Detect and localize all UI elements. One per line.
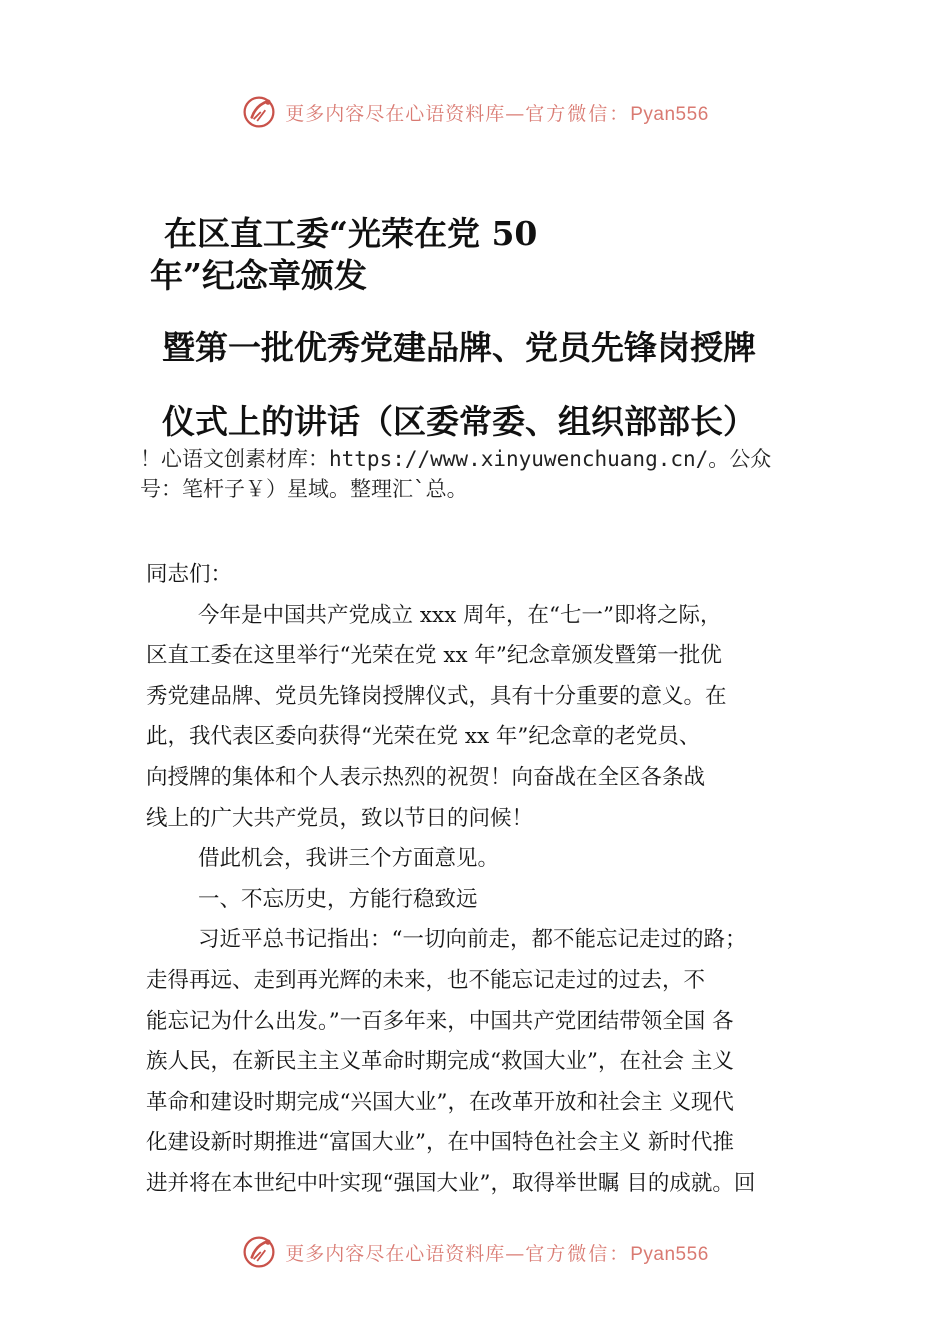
watermark-wechat-id: Pyan556 (630, 103, 709, 125)
section-heading: 一、不忘历史，方能行稳致远 (198, 886, 478, 912)
body-line: 线上的广大共产党员，致以节日的问候！ (146, 805, 534, 831)
body-line: 区直工委在这里举行“光荣在党 xx 年”纪念章颁发暨第一批优 (146, 643, 722, 669)
watermark-brand: 更多内容尽在心语资料库 (285, 1242, 506, 1265)
body-line: 族人民，在新民主主义革命时期完成“救国大业”，在社会 主义 (146, 1049, 734, 1075)
body-line: 习近平总书记指出：“一切向前走，都不能忘记走过的路； (198, 927, 747, 953)
source-note-line-1: ！心语文创素材库：https://www.xinyuwenchuang.cn/。公众 (140, 447, 772, 471)
document-title-line-3: 暨第一批优秀党建品牌、党员先锋岗授牌 (162, 328, 756, 367)
document-title-line-4: 仪式上的讲话（区委常委、组织部部长） (162, 402, 756, 441)
body-line: 走得再远、走到再光辉的未来，也不能忘记走过的过去，不 (146, 967, 706, 993)
body-line: 秀党建品牌、党员先锋岗授牌仪式，具有十分重要的意义。在 (146, 683, 727, 709)
watermark-wechat-label: 官方微信： (525, 102, 631, 125)
library-seal-icon (241, 1234, 277, 1270)
source-note (140, 444, 840, 504)
body-line: 革命和建设时期完成“兴国大业”，在改革开放和社会主 义现代 (146, 1089, 734, 1115)
salutation: 同志们： (146, 562, 233, 587)
speech-body (146, 555, 836, 1205)
header-watermark-banner (0, 92, 950, 132)
watermark-wechat-id: Pyan556 (630, 1243, 709, 1265)
library-seal-icon (241, 94, 277, 130)
body-line: 今年是中国共产党成立 xxx 周年，在“七一”即将之际， (198, 602, 722, 628)
document-title-line-1: 在区直工委“光荣在党 50 (164, 214, 538, 253)
body-line: 化建设新时期推进“富国大业”，在中国特色社会主义 新时代推 (146, 1130, 734, 1156)
body-line: 能忘记为什么出发。”一百多年来，中国共产党团结带领全国 各 (146, 1008, 734, 1034)
document-title-line-2: 年”纪念章颁发 (150, 256, 367, 295)
watermark-wechat-label: 官方微信： (525, 1242, 631, 1265)
body-line: 向授牌的集体和个人表示热烈的祝贺！向奋战在全区各条战 (146, 764, 706, 790)
footer-watermark-banner (0, 1232, 950, 1272)
watermark-text (285, 1239, 709, 1266)
body-line: 进并将在本世纪中叶实现“强国大业”，取得举世瞩 目的成就。回 (146, 1170, 756, 1196)
body-line: 此，我代表区委向获得“光荣在党 xx 年”纪念章的老党员、 (146, 724, 701, 750)
watermark-separator: — (505, 1242, 526, 1265)
watermark-separator: — (505, 102, 526, 125)
source-note-line-2: 号：笔杆子￥）星域。整理汇`总。 (140, 477, 468, 501)
watermark-text (285, 99, 709, 126)
watermark-brand: 更多内容尽在心语资料库 (285, 102, 506, 125)
body-line: 借此机会，我讲三个方面意见。 (198, 846, 500, 872)
